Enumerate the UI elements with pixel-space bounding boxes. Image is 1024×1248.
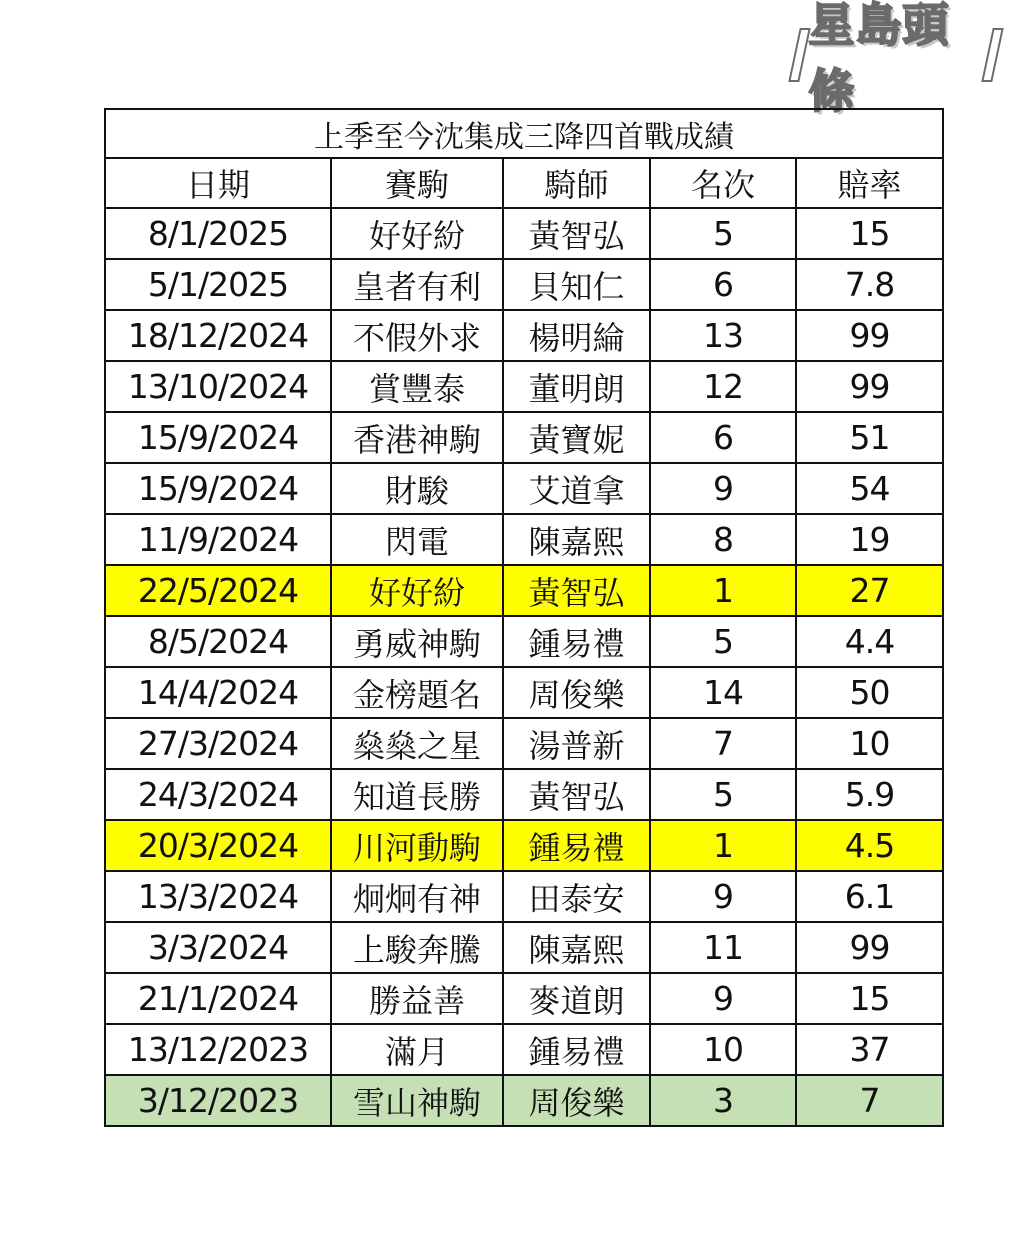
cell-odds: 5.9 bbox=[796, 769, 943, 820]
logo-text: 星島頭條 bbox=[808, 0, 950, 118]
cell-horse: 好好紛 bbox=[331, 565, 503, 616]
cell-odds: 6.1 bbox=[796, 871, 943, 922]
cell-place: 11 bbox=[650, 922, 796, 973]
cell-horse: 財駿 bbox=[331, 463, 503, 514]
cell-jockey: 黃智弘 bbox=[503, 565, 650, 616]
cell-place: 5 bbox=[650, 208, 796, 259]
cell-place: 9 bbox=[650, 463, 796, 514]
cell-horse: 皇者有利 bbox=[331, 259, 503, 310]
cell-horse: 炯炯有神 bbox=[331, 871, 503, 922]
cell-place: 13 bbox=[650, 310, 796, 361]
cell-jockey: 周俊樂 bbox=[503, 667, 650, 718]
cell-jockey: 楊明綸 bbox=[503, 310, 650, 361]
cell-odds: 54 bbox=[796, 463, 943, 514]
cell-odds: 37 bbox=[796, 1024, 943, 1075]
table-row bbox=[105, 208, 943, 259]
cell-horse: 金榜題名 bbox=[331, 667, 503, 718]
cell-odds: 99 bbox=[796, 310, 943, 361]
cell-odds: 99 bbox=[796, 361, 943, 412]
table-row bbox=[105, 412, 943, 463]
cell-odds: 50 bbox=[796, 667, 943, 718]
cell-place: 14 bbox=[650, 667, 796, 718]
table-row bbox=[105, 820, 943, 871]
cell-place: 6 bbox=[650, 259, 796, 310]
cell-place: 5 bbox=[650, 769, 796, 820]
cell-horse: 雪山神駒 bbox=[331, 1075, 503, 1126]
header-date: 日期 bbox=[105, 158, 331, 208]
header-place: 名次 bbox=[650, 158, 796, 208]
cell-horse: 川河動駒 bbox=[331, 820, 503, 871]
cell-date: 11/9/2024 bbox=[105, 514, 331, 565]
cell-place: 7 bbox=[650, 718, 796, 769]
cell-date: 13/12/2023 bbox=[105, 1024, 331, 1075]
cell-odds: 4.4 bbox=[796, 616, 943, 667]
table-title-row bbox=[105, 109, 943, 158]
cell-place: 12 bbox=[650, 361, 796, 412]
cell-place: 8 bbox=[650, 514, 796, 565]
cell-place: 9 bbox=[650, 871, 796, 922]
cell-date: 21/1/2024 bbox=[105, 973, 331, 1024]
table-row bbox=[105, 667, 943, 718]
cell-jockey: 陳嘉熙 bbox=[503, 514, 650, 565]
cell-date: 27/3/2024 bbox=[105, 718, 331, 769]
cell-date: 13/10/2024 bbox=[105, 361, 331, 412]
cell-place: 1 bbox=[650, 820, 796, 871]
cell-place: 6 bbox=[650, 412, 796, 463]
cell-place: 10 bbox=[650, 1024, 796, 1075]
cell-odds: 27 bbox=[796, 565, 943, 616]
table-row bbox=[105, 922, 943, 973]
cell-date: 18/12/2024 bbox=[105, 310, 331, 361]
cell-date: 15/9/2024 bbox=[105, 412, 331, 463]
cell-horse: 勇威神駒 bbox=[331, 616, 503, 667]
cell-horse: 知道長勝 bbox=[331, 769, 503, 820]
cell-odds: 7 bbox=[796, 1075, 943, 1126]
table-header-row bbox=[105, 158, 943, 208]
cell-horse: 香港神駒 bbox=[331, 412, 503, 463]
header-odds: 賠率 bbox=[796, 158, 943, 208]
table-row bbox=[105, 871, 943, 922]
table-row bbox=[105, 616, 943, 667]
cell-date: 22/5/2024 bbox=[105, 565, 331, 616]
cell-horse: 不假外求 bbox=[331, 310, 503, 361]
cell-horse: 燊燊之星 bbox=[331, 718, 503, 769]
cell-place: 5 bbox=[650, 616, 796, 667]
cell-odds: 15 bbox=[796, 973, 943, 1024]
cell-jockey: 周俊樂 bbox=[503, 1075, 650, 1126]
cell-date: 24/3/2024 bbox=[105, 769, 331, 820]
table-row bbox=[105, 565, 943, 616]
cell-odds: 99 bbox=[796, 922, 943, 973]
cell-jockey: 鍾易禮 bbox=[503, 820, 650, 871]
cell-date: 13/3/2024 bbox=[105, 871, 331, 922]
cell-odds: 4.5 bbox=[796, 820, 943, 871]
cell-date: 20/3/2024 bbox=[105, 820, 331, 871]
header-horse: 賽駒 bbox=[331, 158, 503, 208]
cell-horse: 閃電 bbox=[331, 514, 503, 565]
cell-jockey: 黃智弘 bbox=[503, 769, 650, 820]
cell-jockey: 鍾易禮 bbox=[503, 1024, 650, 1075]
cell-odds: 51 bbox=[796, 412, 943, 463]
cell-jockey: 陳嘉熙 bbox=[503, 922, 650, 973]
cell-horse: 滿月 bbox=[331, 1024, 503, 1075]
table-row bbox=[105, 514, 943, 565]
table-row bbox=[105, 361, 943, 412]
table-row bbox=[105, 1024, 943, 1075]
cell-horse: 勝益善 bbox=[331, 973, 503, 1024]
logo-left-bar bbox=[788, 28, 810, 82]
cell-date: 3/12/2023 bbox=[105, 1075, 331, 1126]
cell-jockey: 田泰安 bbox=[503, 871, 650, 922]
logo-right-bar bbox=[982, 28, 1004, 82]
cell-horse: 好好紛 bbox=[331, 208, 503, 259]
cell-horse: 上駿奔騰 bbox=[331, 922, 503, 973]
cell-place: 3 bbox=[650, 1075, 796, 1126]
cell-date: 5/1/2025 bbox=[105, 259, 331, 310]
cell-jockey: 黃智弘 bbox=[503, 208, 650, 259]
cell-jockey: 黃寶妮 bbox=[503, 412, 650, 463]
cell-odds: 15 bbox=[796, 208, 943, 259]
cell-place: 1 bbox=[650, 565, 796, 616]
cell-jockey: 湯普新 bbox=[503, 718, 650, 769]
cell-jockey: 董明朗 bbox=[503, 361, 650, 412]
cell-date: 8/1/2025 bbox=[105, 208, 331, 259]
table-body bbox=[105, 208, 943, 1126]
brand-logo bbox=[790, 0, 1002, 118]
header-jockey: 騎師 bbox=[503, 158, 650, 208]
cell-date: 15/9/2024 bbox=[105, 463, 331, 514]
table-row bbox=[105, 259, 943, 310]
cell-jockey: 鍾易禮 bbox=[503, 616, 650, 667]
cell-place: 9 bbox=[650, 973, 796, 1024]
table-row bbox=[105, 769, 943, 820]
cell-odds: 19 bbox=[796, 514, 943, 565]
cell-odds: 10 bbox=[796, 718, 943, 769]
cell-odds: 7.8 bbox=[796, 259, 943, 310]
table-row bbox=[105, 310, 943, 361]
table-row bbox=[105, 463, 943, 514]
table-row bbox=[105, 718, 943, 769]
table-title: 上季至今沈集成三降四首戰成績 bbox=[105, 109, 943, 158]
cell-jockey: 麥道朗 bbox=[503, 973, 650, 1024]
records-table bbox=[104, 108, 944, 1127]
cell-date: 14/4/2024 bbox=[105, 667, 331, 718]
cell-date: 8/5/2024 bbox=[105, 616, 331, 667]
table-row bbox=[105, 1075, 943, 1126]
cell-jockey: 艾道拿 bbox=[503, 463, 650, 514]
cell-jockey: 貝知仁 bbox=[503, 259, 650, 310]
cell-date: 3/3/2024 bbox=[105, 922, 331, 973]
table-row bbox=[105, 973, 943, 1024]
cell-horse: 賞豐泰 bbox=[331, 361, 503, 412]
